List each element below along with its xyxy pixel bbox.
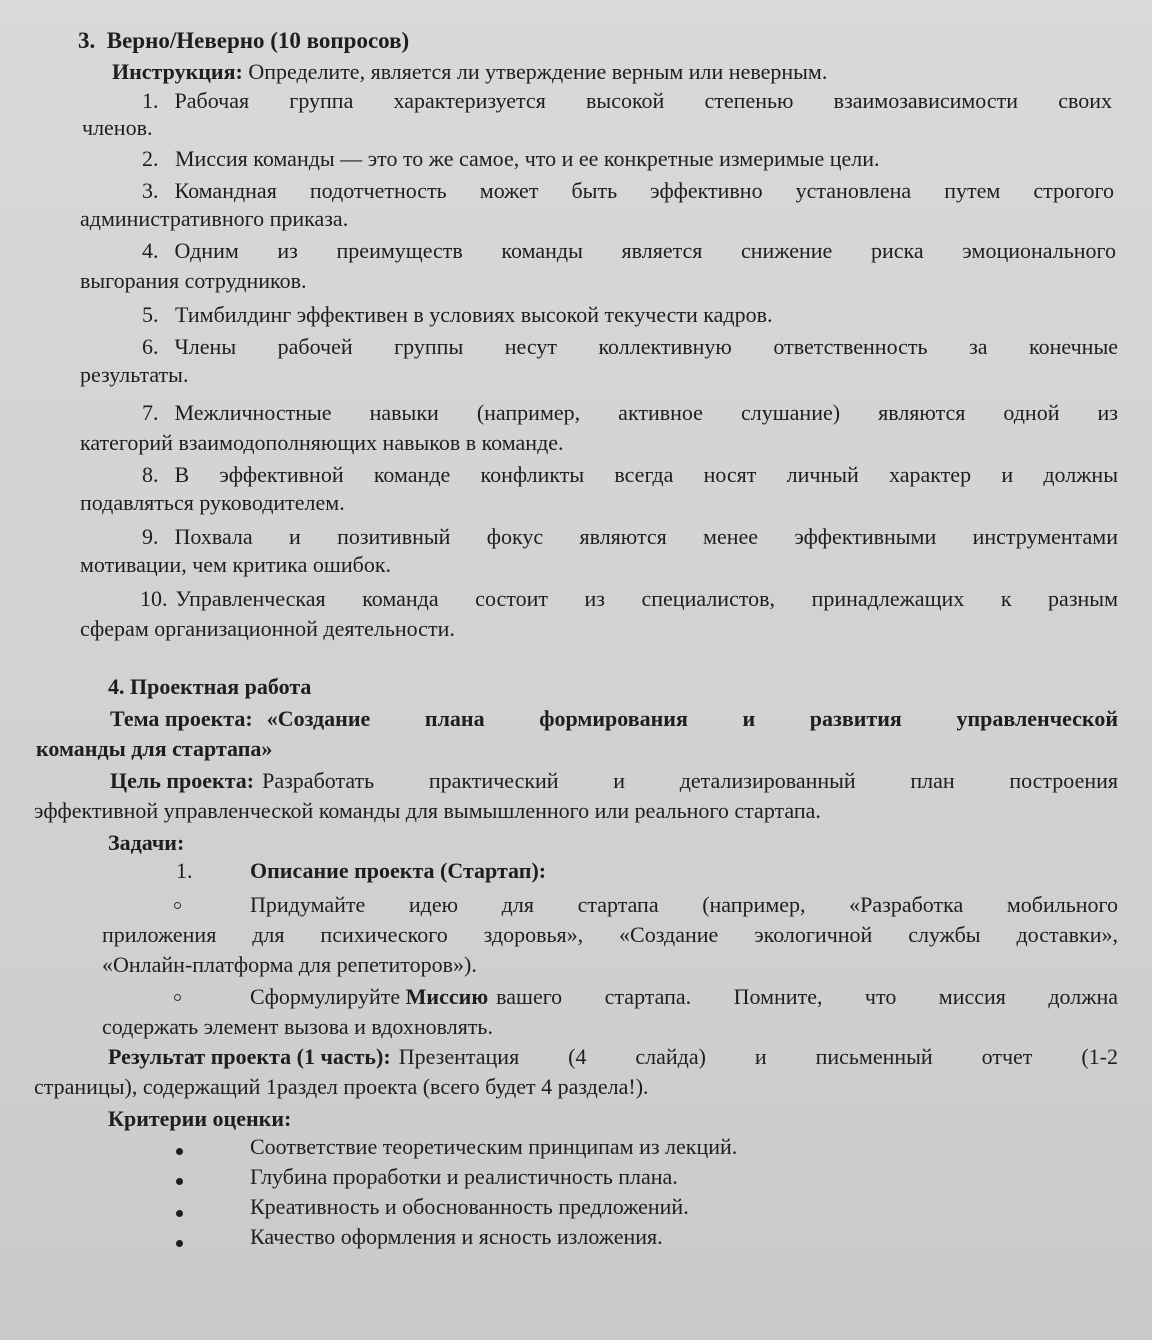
question-7 bbox=[142, 400, 1118, 426]
question-number: 7. bbox=[142, 400, 159, 425]
topic-text: «Создание плана формирования и развития управленческой bbox=[266, 706, 1118, 731]
question-text: Межличностные навыки (например, активное слушание) являются одной из bbox=[174, 400, 1118, 425]
question-9-cont: мотивации, чем критика ошибок. bbox=[80, 552, 392, 577]
question-number: 6. bbox=[142, 334, 159, 359]
subtask-1-text-cont: приложения для психического здоровья», «Создание экологичной службы доставки», bbox=[102, 922, 1118, 947]
question-2 bbox=[142, 146, 880, 172]
section4-heading: 4. Проектная работа bbox=[108, 674, 312, 699]
question-number: 1. bbox=[142, 88, 159, 113]
subtask-2-lead bbox=[250, 984, 488, 1010]
question-text: Одним из преимуществ команды является снижение риска эмоционального bbox=[174, 238, 1116, 263]
topic-label: Тема проекта: bbox=[110, 706, 253, 731]
question-6-cont: результаты. bbox=[80, 362, 189, 387]
question-number: 10. bbox=[140, 586, 168, 611]
subtask-2-text bbox=[250, 984, 1118, 1010]
instruction bbox=[112, 59, 827, 85]
question-number: 4. bbox=[142, 238, 159, 263]
heading-text: Верно/Неверно (10 вопросов) bbox=[106, 28, 410, 53]
task-1-title: Описание проекта (Стартап): bbox=[250, 858, 547, 883]
subtask-2-pre: Сформулируйте bbox=[250, 984, 401, 1009]
goal-text-cont: эффективной управленческой команды для вымышленного или реального стартапа. bbox=[34, 798, 821, 823]
subtask-2-bold: Миссию bbox=[405, 984, 489, 1009]
project-result bbox=[108, 1044, 1118, 1070]
subtask-2-text-cont: содержать элемент вызова и вдохновлять. bbox=[102, 1014, 493, 1039]
project-topic bbox=[110, 706, 1118, 732]
circle-bullet-icon bbox=[174, 994, 181, 1001]
question-text: Похвала и позитивный фокус являются менее эффективными инструментами bbox=[174, 524, 1118, 549]
circle-bullet-icon bbox=[174, 902, 181, 909]
question-3 bbox=[142, 178, 1114, 204]
criteria-item: Качество оформления и ясность изложения. bbox=[250, 1224, 663, 1249]
question-number: 9. bbox=[142, 524, 159, 549]
question-4 bbox=[142, 238, 1116, 264]
question-text: Командная подотчетность может быть эффективно установлена путем строгого bbox=[174, 178, 1114, 203]
question-number: 8. bbox=[142, 462, 159, 487]
question-text: Члены рабочей группы несут коллективную ответственность за конечные bbox=[174, 334, 1118, 359]
question-text: Миссия команды — это то же самое, что и ее конкретные измеримые цели. bbox=[175, 146, 880, 171]
question-10-cont: сферам организационной деятельности. bbox=[80, 616, 455, 641]
criteria-item: Креативность и обоснованность предложений. bbox=[250, 1194, 689, 1219]
goal-label: Цель проекта: bbox=[110, 768, 255, 793]
question-text: Управленческая команда состоит из специалистов, принадлежащих к разным bbox=[175, 586, 1118, 611]
question-6 bbox=[142, 334, 1118, 360]
question-8-cont: подавляться руководителем. bbox=[80, 490, 345, 515]
task-1-number: 1. bbox=[176, 858, 193, 883]
instruction-label: Инструкция: bbox=[112, 59, 243, 84]
question-text: Рабочая группа характеризуется высокой степенью взаимозависимости своих bbox=[174, 88, 1112, 113]
question-9 bbox=[142, 524, 1118, 550]
question-text: Тимбилдинг эффективен в условиях высокой текучести кадров. bbox=[175, 302, 773, 327]
tasks-label: Задачи: bbox=[108, 830, 185, 855]
result-text-cont: страницы), содержащий 1раздел проекта (всего будет 4 раздела!). bbox=[34, 1074, 649, 1099]
question-3-cont: административного приказа. bbox=[80, 206, 349, 231]
bullet-icon bbox=[176, 1210, 183, 1217]
question-number: 2. bbox=[142, 146, 159, 171]
bullet-icon bbox=[176, 1240, 183, 1247]
criteria-item: Соответствие теоретическим принципам из лекций. bbox=[250, 1134, 738, 1159]
project-goal bbox=[110, 768, 1118, 794]
goal-text: Разработать практический и детализированный план построения bbox=[262, 768, 1118, 793]
bullet-icon bbox=[176, 1148, 183, 1155]
subtask-1-text: Придумайте идею для стартапа (например, «Разработка мобильного bbox=[250, 892, 1118, 917]
section3-heading bbox=[78, 28, 409, 54]
topic-text-cont: команды для стартапа» bbox=[36, 736, 273, 761]
criteria-item: Глубина проработки и реалистичность плана. bbox=[250, 1164, 678, 1189]
heading-number: 3. bbox=[78, 28, 96, 53]
question-1-cont: членов. bbox=[82, 115, 153, 140]
question-8 bbox=[142, 462, 1118, 488]
instruction-text: Определите, является ли утверждение верным или неверным. bbox=[248, 59, 828, 84]
result-text: Презентация (4 слайда) и письменный отчет (1-2 bbox=[398, 1044, 1118, 1069]
question-4-cont: выгорания сотрудников. bbox=[80, 268, 307, 293]
result-label: Результат проекта (1 часть): bbox=[108, 1044, 391, 1069]
question-number: 3. bbox=[142, 178, 159, 203]
question-1 bbox=[142, 88, 1112, 114]
criteria-label: Критерии оценки: bbox=[108, 1106, 292, 1131]
subtask-1-text-cont2: «Онлайн-платформа для репетиторов»). bbox=[102, 952, 477, 977]
question-10 bbox=[140, 586, 1118, 612]
question-number: 5. bbox=[142, 302, 159, 327]
subtask-2-post: вашего стартапа. Помните, что миссия должна bbox=[496, 984, 1118, 1009]
question-text: В эффективной команде конфликты всегда носят личный характер и должны bbox=[174, 462, 1118, 487]
question-5 bbox=[142, 302, 773, 328]
bullet-icon bbox=[176, 1178, 183, 1185]
question-7-cont: категорий взаимодополняющих навыков в команде. bbox=[80, 430, 564, 455]
